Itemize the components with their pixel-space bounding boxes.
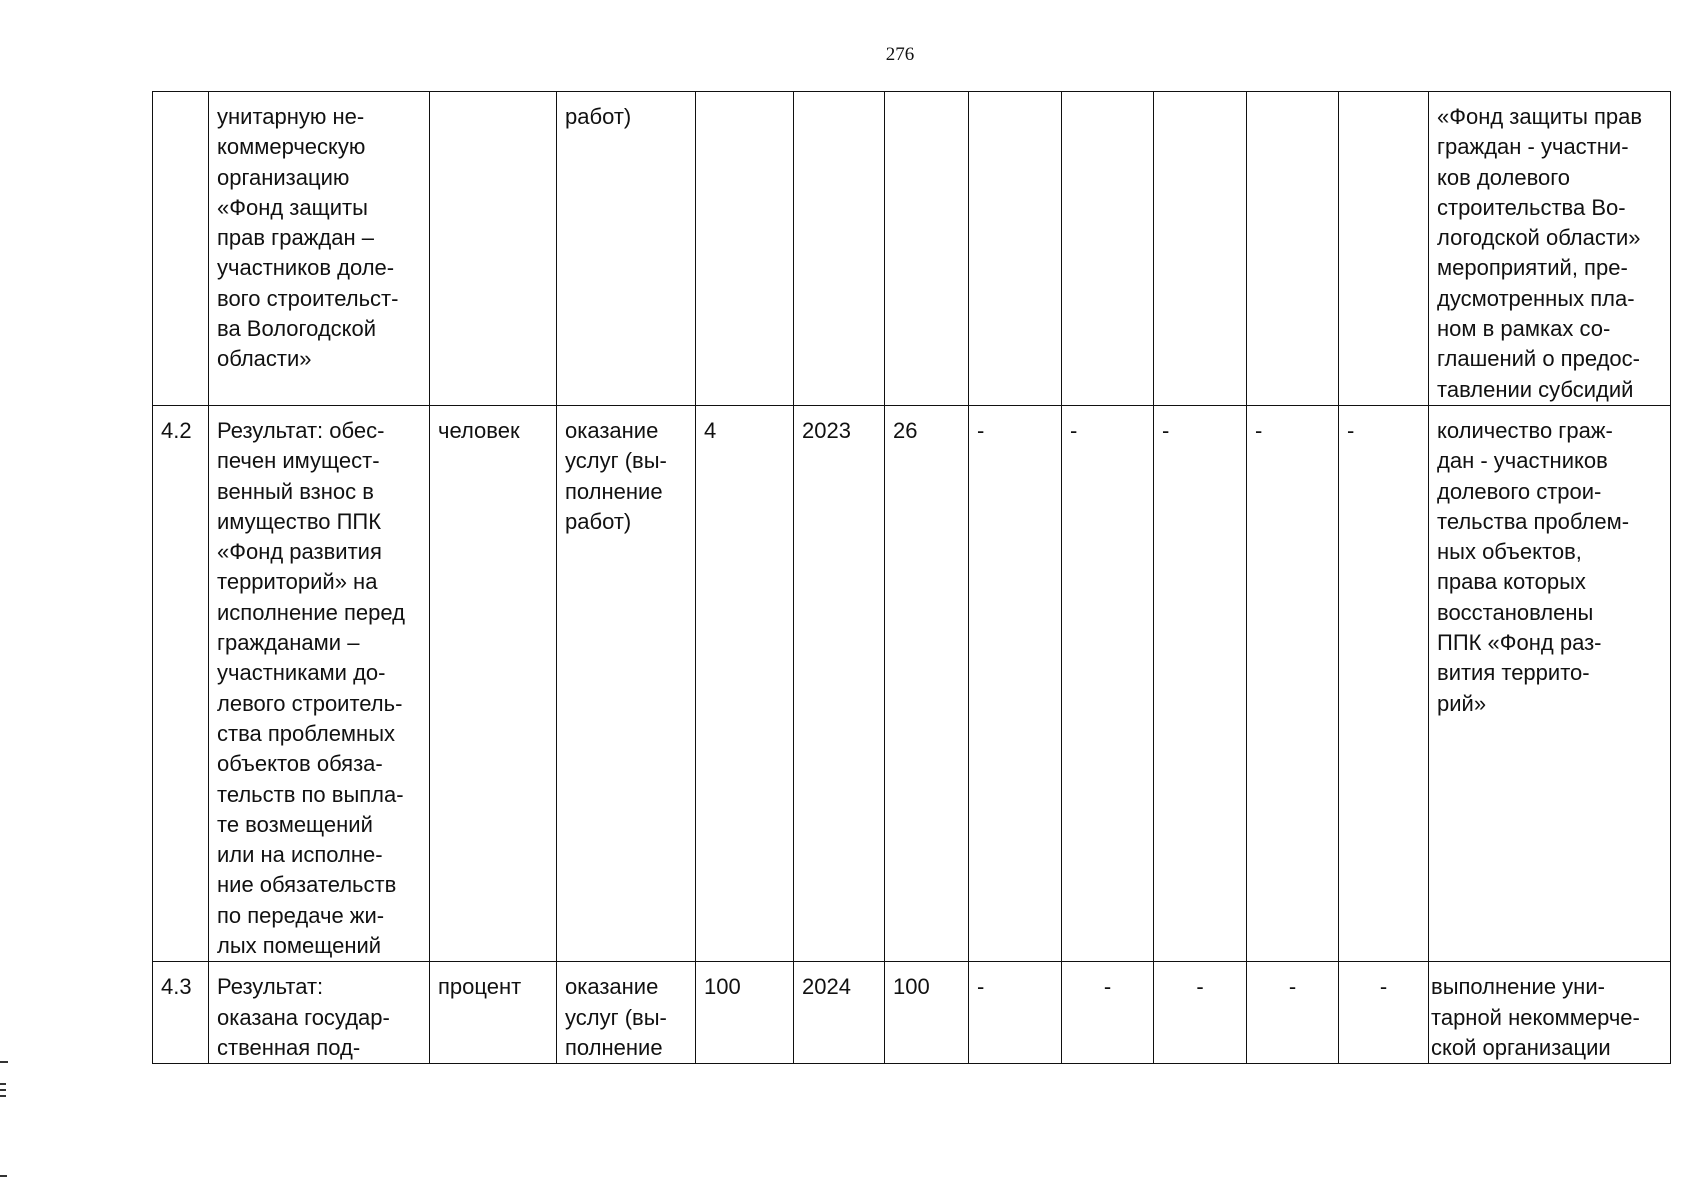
value-cell xyxy=(885,92,969,406)
value-cell: - xyxy=(969,962,1062,1064)
value-cell: - xyxy=(1339,962,1429,1064)
scan-mark xyxy=(0,1095,6,1097)
result-description-cell: Результат: оказана государ- ственная под- xyxy=(209,962,430,1064)
row-number-cell: 4.3 xyxy=(153,962,209,1064)
scan-mark xyxy=(0,1175,7,1177)
table-row xyxy=(153,92,1671,406)
results-table xyxy=(152,91,1671,1064)
base-value-cell: 100 xyxy=(696,962,794,1064)
scan-mark xyxy=(0,1083,6,1085)
characteristic-cell: количество граж- дан - участников долевого строи- тельства проблем- ных объектов, права которых восстановлены ППК «Фонд раз- вития террито- рий» xyxy=(1429,405,1671,961)
base-year-cell: 2023 xyxy=(794,405,885,961)
value-cell xyxy=(1062,92,1154,406)
type-cell: оказание услуг (вы- полнение xyxy=(557,962,696,1064)
row-number-cell xyxy=(153,92,209,406)
unit-cell xyxy=(430,92,557,406)
base-year-cell: 2024 xyxy=(794,962,885,1064)
value-cell: - xyxy=(1247,405,1339,961)
result-description-cell: Результат: обес- печен имущест- венный взнос в имущество ППК «Фонд развития территорий» на исполнение перед гражданами – участниками до- левого строитель- ства проблемных объектов обяза- тельств по выпла- те возмещений или на исполне- ние обязательств по передаче жи- лых помещений xyxy=(209,405,430,961)
base-value-cell xyxy=(696,92,794,406)
characteristic-cell: выполнение уни- тарной некоммерче- ской организации xyxy=(1429,962,1671,1064)
value-cell: 26 xyxy=(885,405,969,961)
unit-cell: человек xyxy=(430,405,557,961)
scan-mark xyxy=(0,1089,6,1091)
characteristic-cell: «Фонд защиты прав граждан - участни- ков долевого строительства Во- логодской области» мероприятий, пре- дусмотренных пла- ном в рамках со- глашений о предос- тавлении субсидий xyxy=(1429,92,1671,406)
value-cell xyxy=(969,92,1062,406)
unit-cell: процент xyxy=(430,962,557,1064)
value-cell: - xyxy=(1062,962,1154,1064)
table-row xyxy=(153,962,1671,1064)
value-cell: - xyxy=(969,405,1062,961)
scan-mark xyxy=(0,1061,8,1063)
result-description-cell: унитарную не- коммерческую организацию «Фонд защиты прав граждан – участников доле- вого строительст- ва Вологодской области» xyxy=(209,92,430,406)
value-cell: - xyxy=(1247,962,1339,1064)
base-year-cell xyxy=(794,92,885,406)
row-number-cell: 4.2 xyxy=(153,405,209,961)
value-cell xyxy=(1247,92,1339,406)
value-cell: 100 xyxy=(885,962,969,1064)
value-cell xyxy=(1339,92,1429,406)
value-cell: - xyxy=(1062,405,1154,961)
value-cell xyxy=(1154,92,1247,406)
type-cell: работ) xyxy=(557,92,696,406)
value-cell: - xyxy=(1154,405,1247,961)
page-number: 276 xyxy=(885,44,915,65)
value-cell: - xyxy=(1339,405,1429,961)
type-cell: оказание услуг (вы- полнение работ) xyxy=(557,405,696,961)
base-value-cell: 4 xyxy=(696,405,794,961)
table-row xyxy=(153,405,1671,961)
value-cell: - xyxy=(1154,962,1247,1064)
